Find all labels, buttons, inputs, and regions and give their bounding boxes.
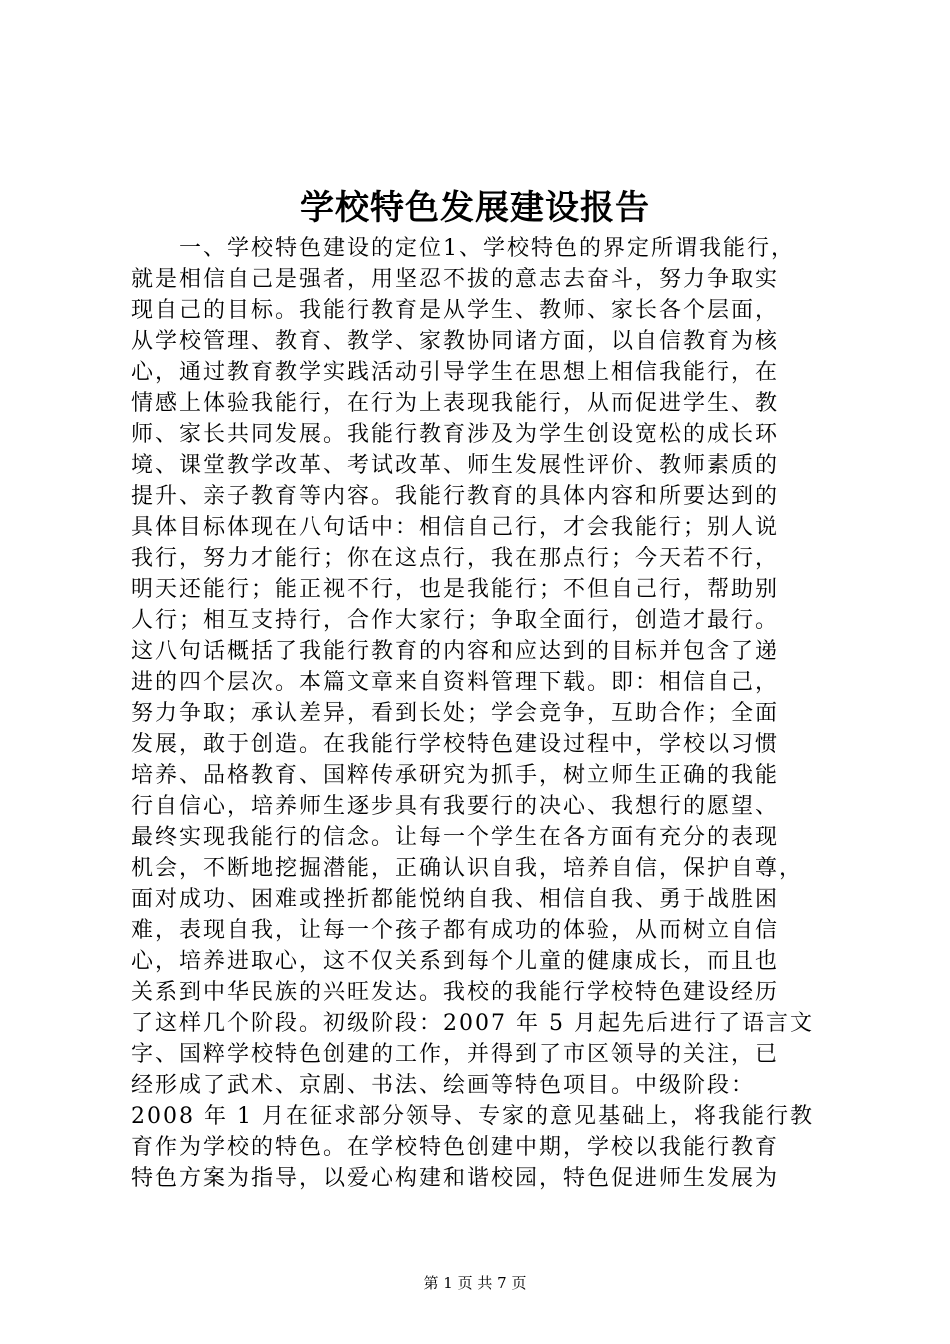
body-line: 具体目标体现在八句话中：相信自己行，才会我能行；别人说 [131, 515, 780, 540]
body-line: 这八句话概括了我能行教育的内容和应达到的目标并包含了递 [131, 639, 780, 664]
document-title: 学校特色发展建设报告 [300, 188, 650, 228]
body-line: 进的四个层次。本篇文章来自资料管理下载。即：相信自己， [131, 670, 780, 695]
body-line: 境、课堂教学改革、考试改革、师生发展性评价、教师素质的 [131, 453, 780, 478]
body-line: 特色方案为指导，以爱心构建和谐校园，特色促进师生发展为 [131, 1166, 780, 1191]
body-line: 机会，不断地挖掘潜能，正确认识自我，培养自信，保护自尊， [131, 856, 804, 881]
body-line: 面对成功、困难或挫折都能悦纳自我、相信自我、勇于战胜困 [131, 887, 780, 912]
body-line: 师、家长共同发展。我能行教育涉及为学生创设宽松的成长环 [131, 422, 780, 447]
body-line: 培养、品格教育、国粹传承研究为抓手，树立师生正确的我能 [131, 763, 780, 788]
body-line: 明天还能行；能正视不行，也是我能行；不但自己行，帮助别 [131, 577, 780, 602]
body-line: 情感上体验我能行，在行为上表现我能行，从而促进学生、教 [131, 391, 780, 416]
document-body [131, 233, 831, 1194]
page-number-footer: 第 1 页 共 7 页 [423, 1274, 527, 1292]
body-line: 提升、亲子教育等内容。我能行教育的具体内容和所要达到的 [131, 484, 780, 509]
body-line: 行自信心，培养师生逐步具有我要行的决心、我想行的愿望、 [131, 794, 780, 819]
body-line: 心，通过教育教学实践活动引导学生在思想上相信我能行，在 [131, 360, 780, 385]
body-line: 了这样几个阶段。初级阶段：2007 年 5 月起先后进行了语言文 [131, 1011, 814, 1036]
body-line: 努力争取；承认差异，看到长处；学会竞争，互助合作；全面 [131, 701, 780, 726]
body-line: 关系到中华民族的兴旺发达。我校的我能行学校特色建设经历 [131, 980, 780, 1005]
body-line: 发展，敢于创造。在我能行学校特色建设过程中，学校以习惯 [131, 732, 780, 757]
body-line: 2008 年 1 月在征求部分领导、专家的意见基础上，将我能行教 [131, 1104, 814, 1129]
body-line: 我行，努力才能行；你在这点行，我在那点行；今天若不行， [131, 546, 780, 571]
body-line: 人行；相互支持行，合作大家行；争取全面行，创造才最行。 [131, 608, 780, 633]
body-line: 现自己的目标。我能行教育是从学生、教师、家长各个层面， [131, 298, 780, 323]
body-line: 心，培养进取心，这不仅关系到每个儿童的健康成长，而且也 [131, 949, 780, 974]
body-line: 一、学校特色建设的定位1、学校特色的界定所谓我能行， [131, 236, 795, 261]
body-line: 难，表现自我，让每一个孩子都有成功的体验，从而树立自信 [131, 918, 780, 943]
body-line: 就是相信自己是强者，用坚忍不拔的意志去奋斗，努力争取实 [131, 267, 780, 292]
body-line: 经形成了武术、京剧、书法、绘画等特色项目。中级阶段： [131, 1073, 756, 1098]
body-line: 最终实现我能行的信念。让每一个学生在各方面有充分的表现 [131, 825, 780, 850]
body-line: 字、国粹学校特色创建的工作，并得到了市区领导的关注，已 [131, 1042, 780, 1067]
body-line: 育作为学校的特色。在学校特色创建中期，学校以我能行教育 [131, 1135, 780, 1160]
body-line: 从学校管理、教育、教学、家教协同诸方面，以自信教育为核 [131, 329, 780, 354]
